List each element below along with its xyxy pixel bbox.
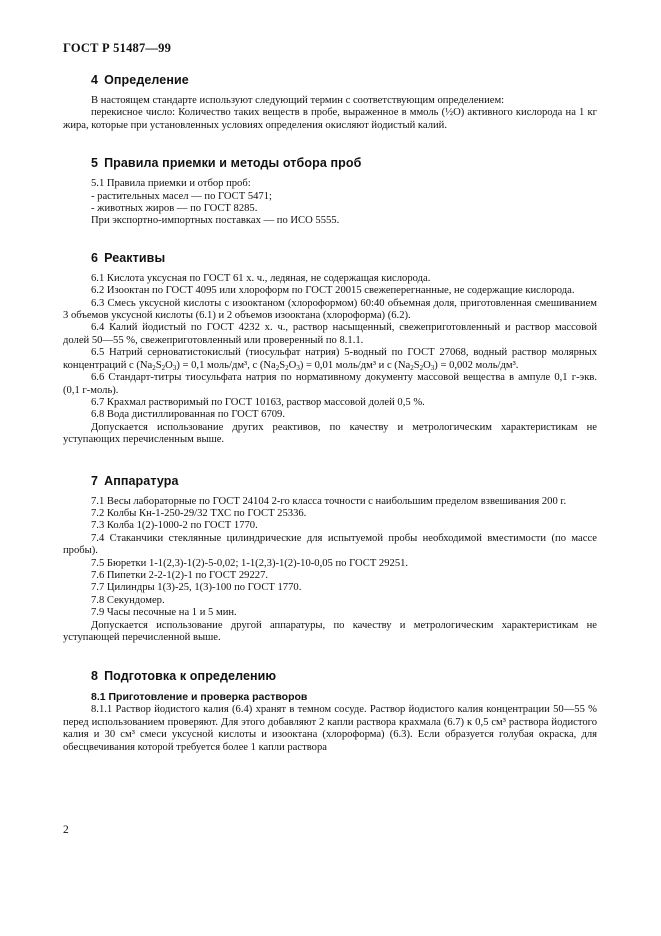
section-number: 4 xyxy=(91,73,99,87)
reagent-item: 6.7 Крахмал растворимый по ГОСТ 10163, раствор массовой долей 0,5 %. xyxy=(91,396,425,408)
section-6-heading xyxy=(91,251,597,265)
apparatus-item: 7.1 Весы лабораторные по ГОСТ 24104 2-го класса точности с наибольшим пределом взвешивания 200 г. xyxy=(91,495,567,507)
apparatus-item: 7.3 Колба 1(2)-1000-2 по ГОСТ 1770. xyxy=(91,520,258,532)
apparatus-item: 7.2 Колбы Кн-1-250-29/32 ТХС по ГОСТ 25336. xyxy=(91,507,307,519)
section-title: Правила приемки и методы отбора проб xyxy=(104,156,362,171)
paragraph: Допускается использование другой аппаратуры, по качеству и метрологическим характеристикам не уступающей перечисленной выше. xyxy=(63,619,597,643)
section-number: 5 xyxy=(91,156,99,171)
apparatus-item: 7.7 Цилиндры 1(3)-25, 1(3)-100 по ГОСТ 1770. xyxy=(91,582,302,594)
list-item: 5.1 Правила приемки и отбор проб: xyxy=(91,178,251,190)
list-item: - животных жиров — по ГОСТ 8285. xyxy=(91,203,258,215)
reagent-item: 6.8 Вода дистиллированная по ГОСТ 6709. xyxy=(91,409,285,421)
section-4-heading xyxy=(91,73,597,87)
section-7-heading xyxy=(91,474,597,488)
section-number: 8 xyxy=(91,669,99,684)
section-title: Реактивы xyxy=(104,250,166,265)
standard-header: ГОСТ Р 51487—99 xyxy=(63,41,172,55)
paragraph: В настоящем стандарте используют следующий термин с соответствующим определением: xyxy=(91,95,505,106)
reagent-item: 6.4 Калий йодистый по ГОСТ 4232 х. ч., раствор насыщенный, свежеприготовленный и раствор массовой долей 50—55 %, свежеприготовленный или проверенный по 8.1.1. xyxy=(63,322,597,346)
apparatus-item: 7.6 Пипетки 2-2-1(2)-1 по ГОСТ 29227. xyxy=(91,569,269,581)
list-item: При экспортно-импортных поставках — по ИСО 5555. xyxy=(91,215,340,227)
page-number: 2 xyxy=(63,824,69,836)
reagent-item: 6.3 Смесь уксусной кислоты с изооктаном (хлороформом) 60:40 объемная доля, приготовленная смешиванием 3 объемов уксусной кислоты (6.1) и 2 объемов изооктана (хлороформа) (6.2). xyxy=(63,297,597,322)
section-title: Определение xyxy=(104,73,189,87)
section-5-heading xyxy=(91,156,597,170)
section-number: 7 xyxy=(91,473,99,488)
apparatus-item: 7.4 Стаканчики стеклянные цилиндрические для испытуемой пробы необходимой вместимости (по массе пробы). xyxy=(63,532,597,557)
section-number: 6 xyxy=(91,250,99,265)
apparatus-item: 7.8 Секундомер. xyxy=(91,594,165,606)
apparatus-item: 7.9 Часы песочные на 1 и 5 мин. xyxy=(91,607,237,619)
reagent-item: 6.2 Изооктан по ГОСТ 4095 или хлороформ по ГОСТ 20015 свежеперегнанные, не содержащие кислорода. xyxy=(91,285,575,297)
paragraph: Допускается использование других реактивов, по качеству и метрологическим характеристикам не уступающих перечисленным выше. xyxy=(63,421,597,446)
definition-paragraph: перекисное число: Количество таких веществ в пробе, выраженное в ммоль (½O) активного кислорода на 1 кг жира, которые при установленных условиях определения окисляют йодистый калий. xyxy=(63,107,597,131)
subsection-8-1-heading: 8.1 Приготовление и проверка растворов xyxy=(91,691,308,704)
list-item: - растительных масел — по ГОСТ 5471; xyxy=(91,190,272,202)
reagent-item: 6.1 Кислота уксусная по ГОСТ 61 х. ч., ледяная, не содержащая кислорода. xyxy=(91,272,431,284)
paragraph: 8.1.1 Раствор йодистого калия (6.4) хранят в темном сосуде. Раствор йодистого калия концентрации 50—55 % перед использованием проверяют. Для этого добавляют 2 капли раствора крахмала (6.7) к 0,5 см³ раствора йодистого калия и 30 см³ смеси уксусной кислоты и изооктана (хлороформа) (6.3). Если образуется голубая окраска, для обесцвечивания которой требуется более 1 капли раствора xyxy=(63,704,597,753)
section-8-heading xyxy=(91,669,597,683)
reagent-item: 6.6 Стандарт-титры тиосульфата натрия по нормативному документу массовой вещества в ампуле 0,1 г-экв. (0,1 г-моль). xyxy=(63,372,597,396)
section-title: Подготовка к определению xyxy=(104,669,277,684)
page-content xyxy=(63,73,597,754)
reagent-item-6-5: 6.5 Натрий серноватистокислый (тиосульфат натрия) 5-водный по ГОСТ 27068, водный раствор молярных концентраций c $(Na_2S_2O_3) = 0,1$ моль/дм³, c $(Na_2S_2O_3) = 0,01$ моль/дм³ и c $(Na_2S_2O_3) = 0,002$ моль/дм³. xyxy=(63,347,597,372)
apparatus-item: 7.5 Бюретки 1-1(2,3)-1(2)-5-0,02; 1-1(2,3)-1(2)-10-0,05 по ГОСТ 29251. xyxy=(91,557,409,569)
section-title: Аппаратура xyxy=(104,473,179,488)
